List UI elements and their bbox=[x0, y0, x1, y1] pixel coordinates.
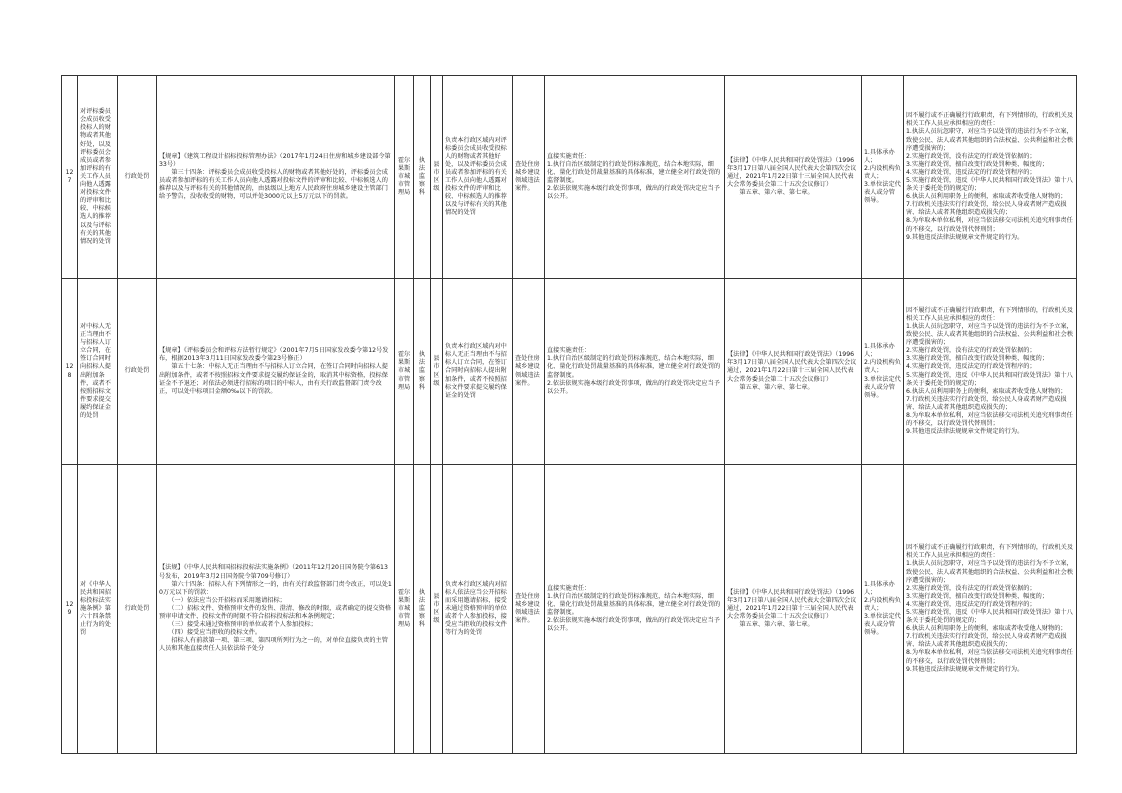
accountability-cell: 因不履行或不正确履行行政职责，有下列情形的，行政机关及相关工作人员应承担相应的责任： 1.执法人员玩忽职守，对应当予以处罚的违法行为不予立案，致使公民、法人或者其他组织的合法权益、公共利益和社会秩序遭受损害的； 2.实施行政处罚，没有法定的行政处罚依据的； 3.实施行政处罚，擅自改变行政处罚种类、幅度的； 4.实施行政处罚，违反法定的行政处罚程序的； 5.实施行政处罚，违反《中华人民共和国行政处罚法》第十八条关于委托处罚的规定的； 6.执法人员利用职务上的便利，索取或者收受他人财物的； 7.行政机关违法实行行政处罚，给公民人身或者财产造成损害、给法人或者其他组织造成损失的； 8.为牟取本单位私利，对应当依法移交司法机关追究刑事责任的不移交，以行政处罚代替刑罚； 9.其他违反法律法规规章文件规定的行为。 bbox=[904, 465, 1077, 754]
responsibility-basis-cell: 【法律】《中华人民共和国行政处罚法》（1996年3月17日第八届全国人民代表大会第四次会议通过，2021年1月22日第十三届全国人民代表大会常务委员会第二十五次会议修订） 第五章、第六章、第七章。 bbox=[725, 279, 862, 465]
table-row bbox=[62, 465, 1077, 754]
exercise-scope-cell: 负责本行政区域内对评标委员会成员收受投标人的财物或者其他好处，以及评标委员会成员或者参加评标的有关工作人员向他人透露对投标文件的评审和比较、中标候选人的推荐以及与评标有关的其他情况的处罚 bbox=[443, 76, 513, 279]
implementing-subject-cell: 霍尔果斯市城市管理局 bbox=[395, 76, 414, 279]
accountability-cell: 因不履行或不正确履行行政职责，有下列情形的，行政机关及相关工作人员应承担相应的责任： 1.执法人员玩忽职守，对应当予以处罚的违法行为不予立案，致使公民、法人或者其他组织的合法权益、公共利益和社会秩序遭受损害的； 2.实施行政处罚，没有法定的行政处罚依据的； 3.实施行政处罚，擅自改变行政处罚种类、幅度的； 4.实施行政处罚，违反法定的行政处罚程序的； 5.实施行政处罚，违反《中华人民共和国行政处罚法》第十八条关于委托处罚的规定的； 6.执法人员利用职务上的便利，索取或者收受他人财物的； 7.行政机关违法实行行政处罚，给公民人身或者财产造成损害、给法人或者其他组织造成损失的； 8.为牟取本单位私利，对应当依法移交司法机关追究刑事责任的不移交，以行政处罚代替刑罚； 9.其他违反法律法规规章文件规定的行为。 bbox=[904, 279, 1077, 465]
responsible-department-cell: 执法监察科 bbox=[414, 279, 431, 465]
item-name-cell: 对《中华人民共和国招标投标法实施条例》第六十四条禁止行为的处罚 bbox=[78, 465, 118, 754]
legal-basis-cell: 【规章】《评标委员会和评标方法暂行规定》（2001年7月5日国家发改委令第12号发布，根据2013年3月11日国家发改委令第23号修正） 第五十七条：中标人无正当理由不与招标人订立合同，在签订合同时向招标人提出附加条件，或者不按照招标文件要求提交履约保证金的，取消其中标资格，投标保证金不予退还；对依法必须进行招标的项目的中标人，由有关行政监督部门责令改正，可以处中标项目金额0‰以下的罚款。 bbox=[157, 279, 395, 465]
responsible-persons-cell: 1.具体承办人； 2.内设机构负责人； 3.单位法定代表人或分管领导。 bbox=[862, 279, 904, 465]
table-row bbox=[62, 76, 1077, 279]
exercise-level-cell: 县市区级 bbox=[431, 76, 443, 279]
exercise-scope-cell: 负责本行政区域内对招标人依法应当公开招标而采用邀请招标，接受未通过资格预审的单位或者个人参加投标，接受应当拒收的投标文件等行为的处罚 bbox=[443, 465, 513, 754]
item-name-cell: 对中标人无正当理由不与招标人订立合同，在签订合同时向招标人提出附加条件，或者不按照招标文件要求提交履约保证金的处罚 bbox=[78, 279, 118, 465]
legal-basis-cell: 【规章】《建筑工程设计招标投标管理办法》（2017年1月24日住房和城乡建设部令第33号） 第三十四条：评标委员会成员收受投标人的财物或者其他好处的，评标委员会成员或者参加评标的有关工作人员向他人透露对投标文件的评审和比较、中标候选人的推荐以及与评标有关的其他情况的，由县级以上地方人民政府住房城乡建设主管部门给予警告，没收收受的财物，可以并处3000元以上5万元以下的罚款。 bbox=[157, 76, 395, 279]
responsibility-cell: 直接实施责任： 1.执行自治区级制定的行政处罚标准规范，结合本地实际，细化、量化行政处罚裁量基准的具体标准，建立健全对行政处罚的监督制度。 2.依法依规实施本级行政处罚事项，做出的行政处罚决定应当予以公开。 bbox=[545, 279, 725, 465]
legal-basis-cell: 【法规】《中华人民共和国招标投标法实施条例》（2011年12月20日国务院令第613号发布，2019年3月2日国务院令第709号修订） 第六十四条：招标人有下列情形之一的，由有关行政监督部门责令改正，可以处10万元以下的罚款： （一）依法应当公开招标而采用邀请招标； （二）招标文件、资格预审文件的发售、澄清、修改的时限，或者确定的提交资格预审申请文件、投标文件的时限不符合招标投标法和本条例规定； （三）接受未通过资格预审的单位或者个人参加投标； （四）接受应当拒收的投标文件。 招标人有前款第一项、第三项、第四项所列行为之一的，对单位直接负责的主管人员和其他直接责任人员依法给予处分 bbox=[157, 465, 395, 754]
responsible-department-cell: 执法监察科 bbox=[414, 465, 431, 754]
power-list-table bbox=[61, 75, 1077, 754]
row-number: 127 bbox=[62, 76, 78, 279]
responsibility-cell: 直接实施责任： 1.执行自治区级制定的行政处罚标准规范，结合本地实际，细化、量化行政处罚裁量基准的具体标准，建立健全对行政处罚的监督制度。 2.依法依规实施本级行政处罚事项，做出的行政处罚决定应当予以公开。 bbox=[545, 76, 725, 279]
power-type-cell: 行政处罚 bbox=[118, 465, 157, 754]
office-function-cell: 查处住房城乡建设领域违法案件。 bbox=[513, 279, 545, 465]
implementing-subject-cell: 霍尔果斯市城市管理局 bbox=[395, 465, 414, 754]
item-name-cell: 对评标委员会成员收受投标人的财物或者其他好处，以及评标委员会成员或者参加评标的有关工作人员向他人透露对投标文件的评审和比较、中标候选人的推荐以及与评标有关的其他情况的处罚 bbox=[78, 76, 118, 279]
row-number: 129 bbox=[62, 465, 78, 754]
table-row bbox=[62, 279, 1077, 465]
row-number: 128 bbox=[62, 279, 78, 465]
office-function-cell: 查处住房城乡建设领域违法案件。 bbox=[513, 465, 545, 754]
accountability-cell: 因不履行或不正确履行行政职责，有下列情形的，行政机关及相关工作人员应承担相应的责任： 1.执法人员玩忽职守，对应当予以处罚的违法行为不予立案，致使公民、法人或者其他组织的合法权益、公共利益和社会秩序遭受损害的； 2.实施行政处罚，没有法定的行政处罚依据的； 3.实施行政处罚，擅自改变行政处罚种类、幅度的； 4.实施行政处罚，违反法定的行政处罚程序的； 5.实施行政处罚，违反《中华人民共和国行政处罚法》第十八条关于委托处罚的规定的； 6.执法人员利用职务上的便利，索取或者收受他人财物的； 7.行政机关违法实行行政处罚，给公民人身或者财产造成损害、给法人或者其他组织造成损失的； 8.为牟取本单位私利，对应当依法移交司法机关追究刑事责任的不移交，以行政处罚代替刑罚； 9.其他违反法律法规规章文件规定的行为。 bbox=[904, 76, 1077, 279]
exercise-level-cell: 县市区级 bbox=[431, 279, 443, 465]
office-function-cell: 查处住房城乡建设领域违法案件。 bbox=[513, 76, 545, 279]
responsibility-basis-cell: 【法律】《中华人民共和国行政处罚法》（1996年3月17日第八届全国人民代表大会第四次会议通过，2021年1月22日第十三届全国人民代表大会常务委员会第二十五次会议修订） 第五章、第六章、第七章。 bbox=[725, 76, 862, 279]
responsible-department-cell: 执法监察科 bbox=[414, 76, 431, 279]
power-type-cell: 行政处罚 bbox=[118, 279, 157, 465]
responsibility-cell: 直接实施责任： 1.执行自治区级制定的行政处罚标准规范，结合本地实际，细化、量化行政处罚裁量基准的具体标准，建立健全对行政处罚的监督制度。 2.依法依规实施本级行政处罚事项，做出的行政处罚决定应当予以公开。 bbox=[545, 465, 725, 754]
responsible-persons-cell: 1.具体承办人； 2.内设机构负责人； 3.单位法定代表人或分管领导。 bbox=[862, 76, 904, 279]
implementing-subject-cell: 霍尔果斯市城市管理局 bbox=[395, 279, 414, 465]
responsibility-basis-cell: 【法律】《中华人民共和国行政处罚法》（1996年3月17日第八届全国人民代表大会第四次会议通过，2021年1月22日第十三届全国人民代表大会常务委员会第二十五次会议修订） 第五章、第六章、第七章。 bbox=[725, 465, 862, 754]
responsible-persons-cell: 1.具体承办人； 2.内设机构负责人； 3.单位法定代表人或分管领导。 bbox=[862, 465, 904, 754]
exercise-scope-cell: 负责本行政区域内对中标人无正当理由不与招标人订立合同，在签订合同时向招标人提出附加条件，或者不按照招标文件要求提交履约保证金的处罚 bbox=[443, 279, 513, 465]
power-type-cell: 行政处罚 bbox=[118, 76, 157, 279]
exercise-level-cell: 县市区级 bbox=[431, 465, 443, 754]
